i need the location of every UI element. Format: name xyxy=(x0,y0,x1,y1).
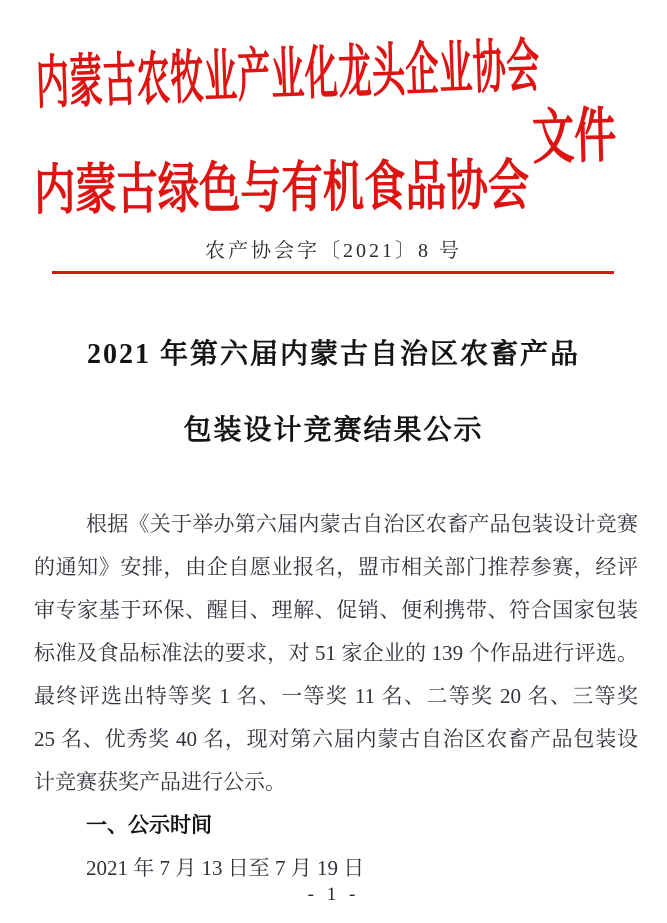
publicity-date-range: 2021 年 7 月 13 日至 7 月 19 日 xyxy=(86,856,365,880)
body-text-line: 最终评选出特等奖 1 名、一等奖 11 名、二等奖 20 名、三等奖 xyxy=(34,684,638,708)
org-name-line1: 内 蒙 古 农 牧 业 产 业 化 龙 头 企 业 协 会 xyxy=(34,33,541,116)
body-text-line: 的通知》安排，由企自愿业报名，盟市相关部门推荐参赛，经评 xyxy=(34,555,638,579)
document-title-line2: 包装设计竞赛结果公示 xyxy=(183,415,484,446)
body-text-line: 计竞赛获奖产品进行公示。 xyxy=(34,770,286,794)
org-name-line2: 内 蒙 古 绿 色 与 有 机 食 品 协 会 xyxy=(33,154,530,221)
document-title-line1: 2021 年第六届内蒙古自治区农畜产品 xyxy=(86,339,580,370)
body-text-line: 审专家基于环保、醒目、理解、促销、便利携带、符合国家包装 xyxy=(34,598,638,622)
page-number: - 1 - xyxy=(307,884,360,905)
red-separator-line xyxy=(52,271,614,274)
body-text-line: 25 名、优秀奖 40 名，现对第六届内蒙古自治区农畜产品包装设 xyxy=(34,727,638,751)
doc-number: 农产协会字〔2021〕8 号 xyxy=(205,240,462,262)
body-text-line: 标准及食品标准法的要求，对 51 家企业的 139 个作品进行评选。 xyxy=(34,641,638,665)
section-heading-publicity-period: 一、公示时间 xyxy=(86,814,212,837)
body-text-line: 根据《关于举办第六届内蒙古自治区农畜产品包装设计竞赛 xyxy=(86,512,638,536)
doc-type-label: 文件 xyxy=(531,102,618,171)
document-body xyxy=(34,503,638,890)
